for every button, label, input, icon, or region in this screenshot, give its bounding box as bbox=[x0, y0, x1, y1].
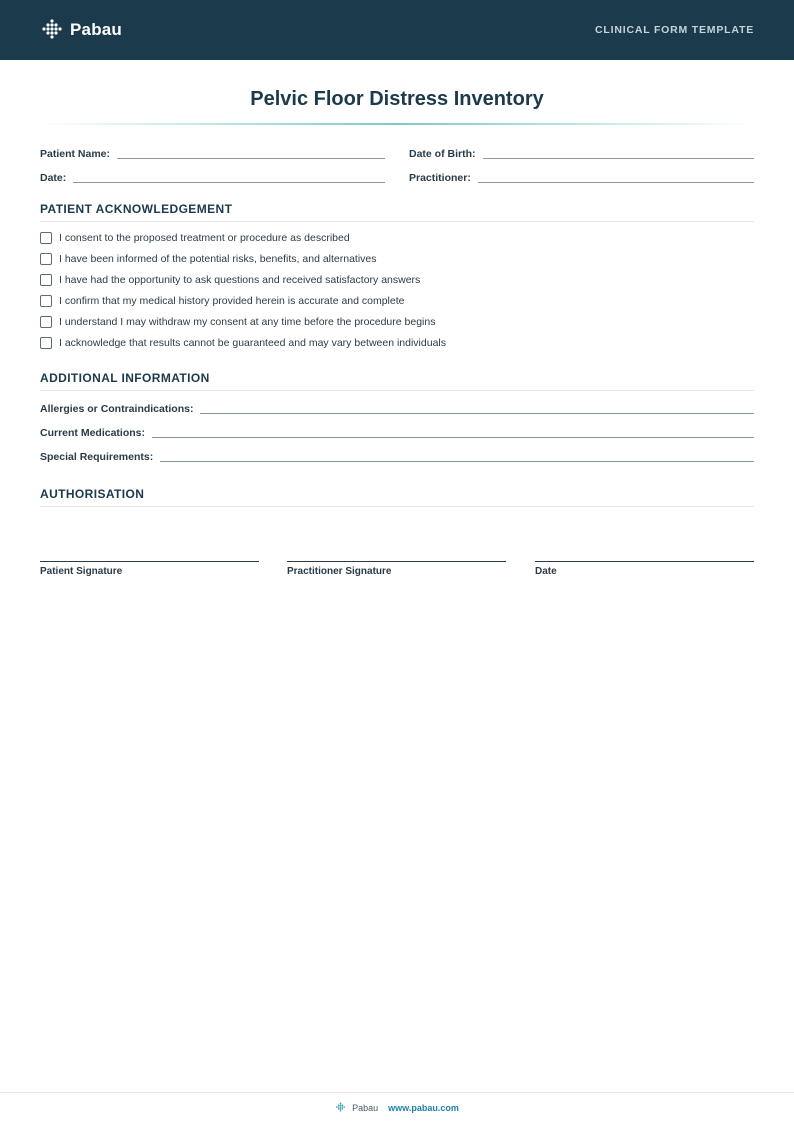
authorisation-section-title: AUTHORISATION bbox=[40, 487, 754, 507]
patient-name-line[interactable] bbox=[117, 147, 385, 159]
practitioner-field[interactable] bbox=[409, 168, 754, 184]
consent-item-label: I confirm that my medical history provided herein is accurate and complete bbox=[59, 295, 405, 307]
date-of-birth-label: Date of Birth: bbox=[409, 148, 476, 160]
additional-section-title: ADDITIONAL INFORMATION bbox=[40, 371, 754, 391]
date-of-birth-line[interactable] bbox=[483, 147, 755, 159]
checkbox[interactable] bbox=[40, 253, 52, 265]
medications-label: Current Medications: bbox=[40, 427, 146, 439]
page-title: Pelvic Floor Distress Inventory bbox=[250, 88, 544, 110]
special-requirements-line[interactable] bbox=[160, 450, 754, 462]
checkbox[interactable] bbox=[40, 295, 52, 307]
medications-line[interactable] bbox=[152, 426, 754, 438]
medications-field[interactable] bbox=[40, 423, 754, 439]
checkbox[interactable] bbox=[40, 337, 52, 349]
consent-item-label: I consent to the proposed treatment or procedure as described bbox=[59, 232, 350, 244]
consent-item[interactable] bbox=[40, 231, 350, 245]
special-requirements-field[interactable] bbox=[40, 447, 754, 463]
checkbox[interactable] bbox=[40, 232, 52, 244]
acknowledgement-section-title: PATIENT ACKNOWLEDGEMENT bbox=[40, 202, 754, 222]
title-divider bbox=[40, 123, 754, 125]
patient-signature-label: Patient Signature bbox=[40, 566, 123, 577]
consent-item-label: I acknowledge that results cannot be guaranteed and may vary between individuals bbox=[59, 337, 446, 349]
form-type-label: CLINICAL FORM TEMPLATE bbox=[595, 24, 754, 36]
consent-item[interactable] bbox=[40, 315, 435, 329]
header-bar bbox=[0, 0, 794, 60]
checkbox[interactable] bbox=[40, 316, 52, 328]
patient-signature-line[interactable] bbox=[40, 561, 259, 562]
date-label: Date: bbox=[40, 172, 67, 184]
allergies-field[interactable] bbox=[40, 399, 754, 415]
special-requirements-label: Special Requirements: bbox=[40, 451, 154, 463]
patient-name-field[interactable] bbox=[40, 144, 385, 160]
signature-date-line[interactable] bbox=[535, 561, 754, 562]
checkbox[interactable] bbox=[40, 274, 52, 286]
patient-signature-block[interactable] bbox=[40, 561, 259, 577]
date-of-birth-field[interactable] bbox=[409, 144, 754, 160]
signature-date-block[interactable] bbox=[535, 561, 754, 577]
pabau-logo-icon bbox=[40, 18, 64, 42]
pabau-logo-icon bbox=[335, 1102, 346, 1113]
footer-brand: Pabau bbox=[352, 1102, 379, 1113]
date-line[interactable] bbox=[73, 171, 385, 183]
practitioner-label: Practitioner: bbox=[409, 172, 471, 184]
practitioner-line[interactable] bbox=[478, 171, 754, 183]
consent-item[interactable] bbox=[40, 294, 405, 308]
footer-link[interactable]: www.pabau.com bbox=[388, 1102, 459, 1113]
consent-item-label: I understand I may withdraw my consent at any time before the procedure begins bbox=[59, 316, 436, 328]
practitioner-signature-block[interactable] bbox=[287, 561, 506, 577]
date-field[interactable] bbox=[40, 168, 385, 184]
consent-item[interactable] bbox=[40, 273, 420, 287]
consent-item-label: I have had the opportunity to ask questions and received satisfactory answers bbox=[59, 274, 421, 286]
patient-name-label: Patient Name: bbox=[40, 148, 111, 160]
consent-item[interactable] bbox=[40, 252, 377, 266]
allergies-label: Allergies or Contraindications: bbox=[40, 403, 194, 415]
footer bbox=[0, 1102, 794, 1113]
signature-date-label: Date bbox=[535, 566, 557, 577]
practitioner-signature-label: Practitioner Signature bbox=[287, 566, 392, 577]
brand-name: Pabau bbox=[70, 20, 123, 39]
footer-divider bbox=[0, 1092, 794, 1093]
consent-item-label: I have been informed of the potential risks, benefits, and alternatives bbox=[59, 253, 377, 265]
brand-logo bbox=[40, 18, 122, 42]
allergies-line[interactable] bbox=[200, 402, 754, 414]
practitioner-signature-line[interactable] bbox=[287, 561, 506, 562]
consent-item[interactable] bbox=[40, 336, 446, 350]
